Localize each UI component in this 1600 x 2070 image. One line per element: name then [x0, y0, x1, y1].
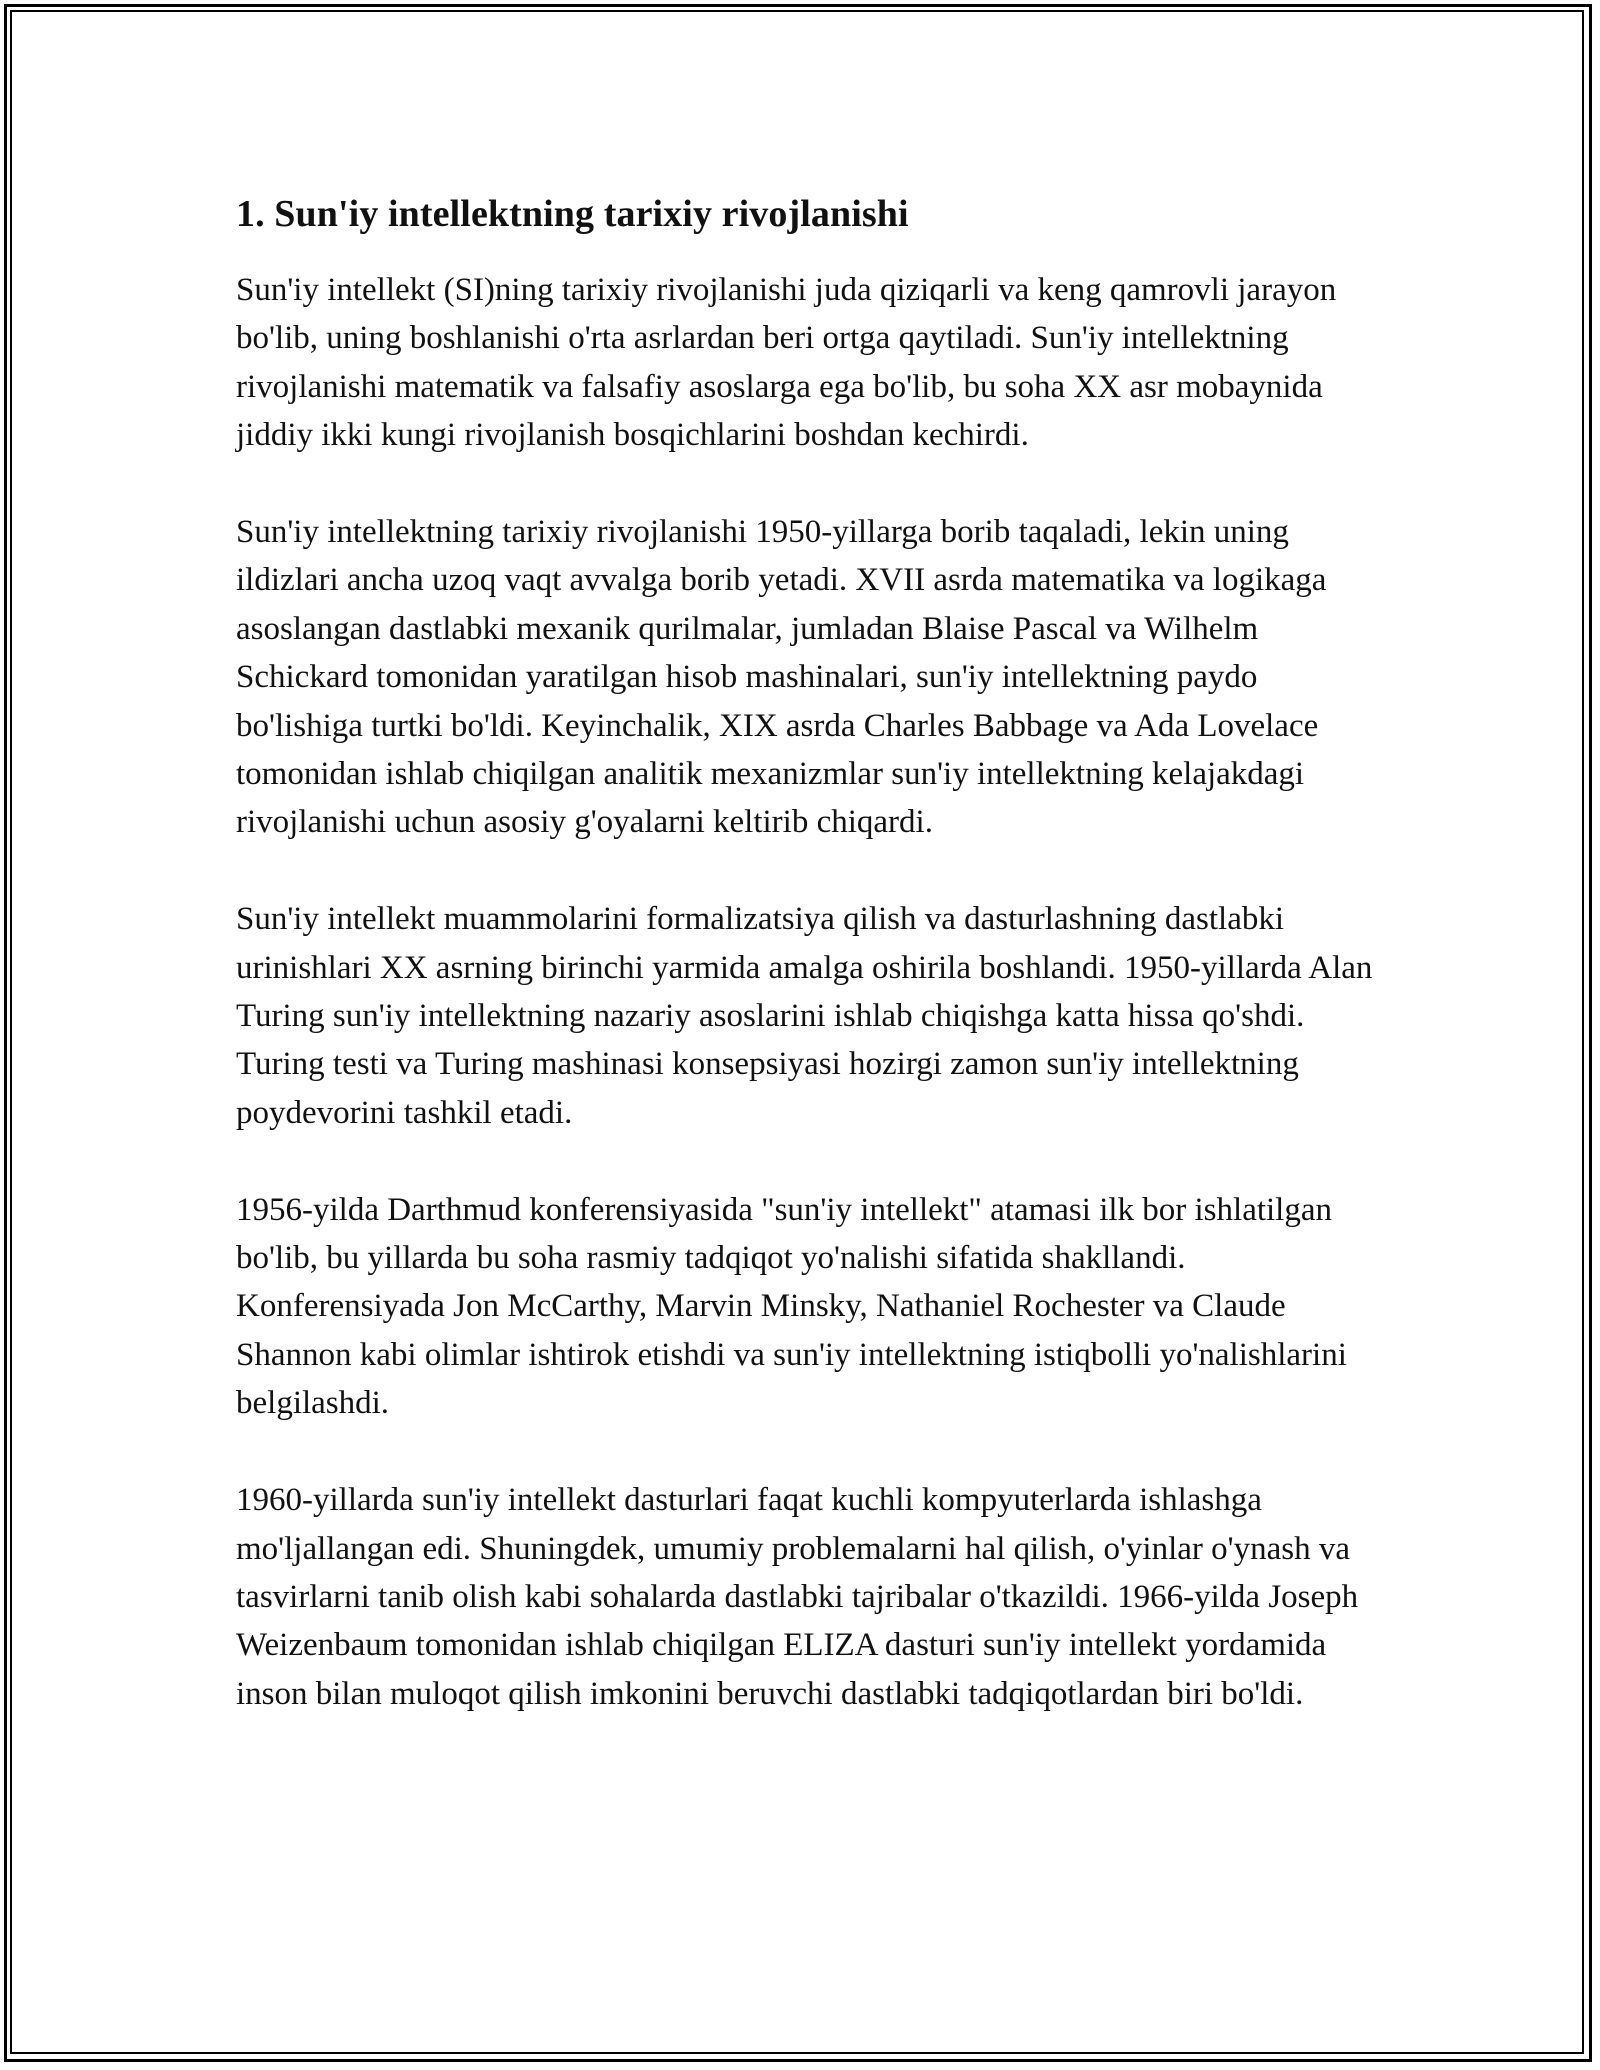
section-title: 1. Sun'iy intellektning tarixiy rivojlanishi	[236, 193, 909, 235]
paragraph-2: Sun'iy intellektning tarixiy rivojlanishi 1950-yillarga borib taqaladi, lekin uning ildizlari ancha uzoq vaqt avvalga borib yetadi. XVII asrda matematika va logikaga asoslangan dastlabki mexanik qurilmalar, jumladan Blaise Pascal va Wilhelm Schickard tomonidan yaratilgan hisob mashinalari, sun'iy intellektning paydo bo'lishiga turtki bo'ldi. Keyinchalik, XIX asrda Charles Babbage va Ada Lovelace tomonidan ishlab chiqilgan analitik mexanizmlar sun'iy intellektning kelajakdagi rivojlanishi uchun asosiy g'oyalarni keltirib chiqardi.	[236, 514, 1327, 841]
paragraph-4: 1956-yilda Darthmud konferensiyasida "sun'iy intellekt" atamasi ilk bor ishlatilgan bo'lib, bu yillarda bu soha rasmiy tadqiqot yo'nalishi sifatida shakllandi. Konferensiyada Jon McCarthy, Marvin Minsky, Nathaniel Rochester va Claude Shannon kabi olimlar ishtirok etishdi va sun'iy intellektning istiqbolli yo'nalishlarini belgilashdi.	[236, 1191, 1347, 1422]
document-body	[236, 186, 1376, 1767]
paragraph-5: 1960-yillarda sun'iy intellekt dasturlari faqat kuchli kompyuterlarda ishlashga mo'ljallangan edi. Shuningdek, umumiy problemalarni hal qilish, o'yinlar o'ynash va tasvirlarni tanib olish kabi sohalarda dastlabki tajribalar o'tkazildi. 1966-yilda Joseph Weizenbaum tomonidan ishlab chiqilgan ELIZA dasturi sun'iy intellekt yordamida inson bilan muloqot qilish imkonini beruvchi dastlabki tadqiqotlardan biri bo'ldi.	[236, 1482, 1359, 1712]
paragraph-3: Sun'iy intellekt muammolarini formalizatsiya qilish va dasturlashning dastlabki urinishlari XX asrning birinchi yarmida amalga oshirila boshlandi. 1950-yillarda Alan Turing sun'iy intellektning nazariy asoslarini ishlab chiqishga katta hissa qo'shdi. Turing testi va Turing mashinasi konsepsiyasi hozirgi zamon sun'iy intellektning poydevorini tashkil etadi.	[236, 901, 1373, 1131]
paragraph-1: Sun'iy intellekt (SI)ning tarixiy rivojlanishi juda qiziqarli va keng qamrovli jarayon bo'lib, uning boshlanishi o'rta asrlardan beri ortga qaytiladi. Sun'iy intellektning rivojlanishi matematik va falsafiy asoslarga ega bo'lib, bu soha XX asr mobaynida jiddiy ikki kungi rivojlanish bosqichlarini boshdan kechirdi.	[236, 272, 1337, 454]
